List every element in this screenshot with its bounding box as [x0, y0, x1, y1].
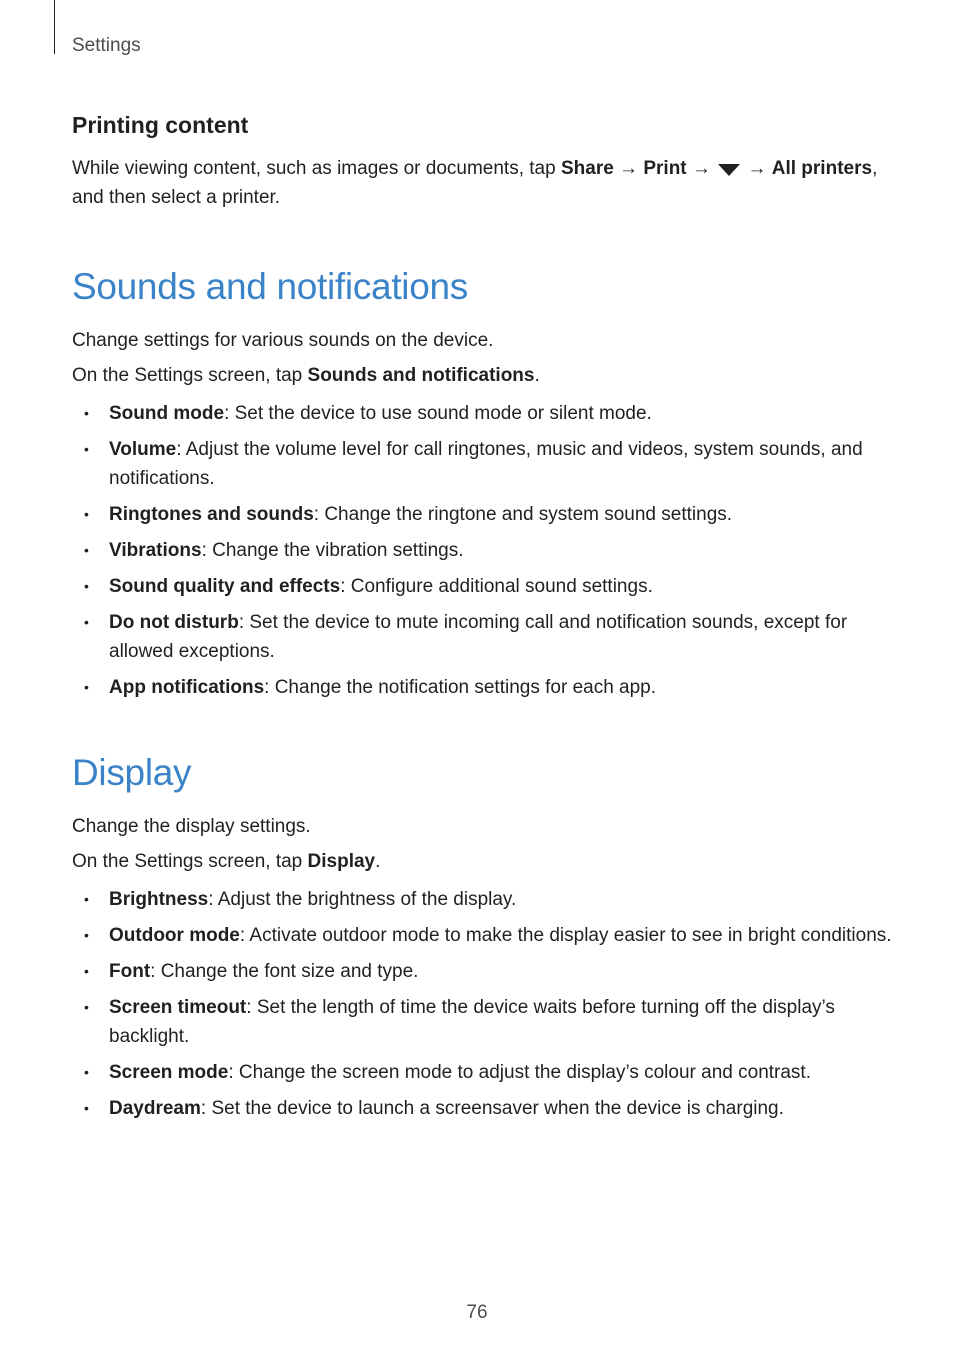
- bullet-glyph: •: [84, 506, 89, 522]
- header-margin-rule: [54, 0, 55, 54]
- option-description: : Adjust the brightness of the display.: [208, 889, 517, 910]
- bullet-glyph: •: [84, 441, 89, 457]
- option-term: Screen timeout: [109, 997, 247, 1018]
- option-term: Daydream: [109, 1098, 201, 1119]
- option-description: : Set the length of time the device waits before turning off the display’s backlight.: [109, 997, 835, 1047]
- printing-content-heading: Printing content: [72, 112, 249, 138]
- list-item-text: [109, 612, 847, 662]
- list-item: [72, 608, 892, 666]
- share-term: Share: [560, 158, 614, 179]
- sounds-section-heading: Sounds and notifications: [72, 266, 468, 307]
- display-path-target: Display: [307, 851, 376, 872]
- bullet-glyph: •: [84, 614, 89, 630]
- option-description: : Set the device to mute incoming call and notification sounds, except for allowed exceptions.: [109, 612, 848, 662]
- page-number: 76: [466, 1302, 488, 1323]
- printing-text-tail: , and then select a printer.: [72, 158, 878, 208]
- option-term: Sound mode: [109, 403, 225, 424]
- option-term: App notifications: [109, 677, 265, 698]
- display-path-suffix: .: [375, 851, 381, 872]
- list-item: [72, 1058, 892, 1087]
- option-term: Brightness: [109, 889, 209, 910]
- bullet-glyph: •: [84, 578, 89, 594]
- option-description: : Set the device to use sound mode or silent mode.: [224, 403, 652, 424]
- display-intro: Change the display settings.: [72, 816, 311, 837]
- option-description: : Activate outdoor mode to make the display easier to see in bright conditions.: [239, 925, 892, 946]
- bullet-glyph: •: [84, 999, 89, 1015]
- option-description: : Change the font size and type.: [150, 961, 419, 982]
- option-description: : Configure additional sound settings.: [340, 576, 653, 597]
- arrow-2: →: [686, 158, 717, 179]
- option-description: : Change the notification settings for each app.: [264, 677, 657, 698]
- arrow-3: →: [742, 158, 772, 179]
- bullet-glyph: •: [84, 542, 89, 558]
- option-term: Font: [109, 961, 151, 982]
- list-item-text: [109, 925, 892, 946]
- sounds-path: [72, 361, 882, 390]
- running-header: Settings: [72, 35, 141, 56]
- bullet-glyph: •: [84, 891, 89, 907]
- list-item: [72, 399, 892, 428]
- option-term: Do not disturb: [109, 612, 239, 633]
- sounds-path-target: Sounds and notifications: [307, 365, 535, 386]
- list-item-text: [109, 997, 835, 1047]
- printing-text-lead: While viewing content, such as images or documents, tap: [72, 158, 561, 179]
- option-term: Volume: [109, 439, 177, 460]
- display-path-prefix: On the Settings screen, tap: [72, 851, 308, 872]
- list-item-text: [109, 403, 652, 424]
- bullet-glyph: •: [84, 679, 89, 695]
- list-item: [72, 500, 892, 529]
- list-item: [72, 673, 892, 702]
- option-term: Screen mode: [109, 1062, 229, 1083]
- list-item: [72, 993, 892, 1051]
- list-item-text: [109, 576, 653, 597]
- list-item: [72, 921, 892, 950]
- option-description: : Change the vibration settings.: [201, 540, 464, 561]
- dropdown-triangle-icon: [716, 159, 742, 179]
- list-item-text: [109, 540, 464, 561]
- display-options-list: [72, 885, 892, 1130]
- list-item-text: [109, 961, 418, 982]
- option-description: : Set the device to launch a screensaver when the device is charging.: [200, 1098, 784, 1119]
- list-item-text: [109, 1062, 811, 1083]
- bullet-glyph: •: [84, 963, 89, 979]
- list-item: [72, 536, 892, 565]
- bullet-glyph: •: [84, 927, 89, 943]
- arrow-1: →: [613, 158, 644, 179]
- option-description: : Change the screen mode to adjust the display’s colour and contrast.: [228, 1062, 811, 1083]
- list-item-text: [109, 889, 516, 910]
- sounds-path-prefix: On the Settings screen, tap: [72, 365, 308, 386]
- bullet-glyph: •: [84, 1100, 89, 1116]
- list-item-text: [109, 677, 656, 698]
- display-section-heading: Display: [72, 752, 192, 793]
- all-printers-term: All printers: [771, 158, 873, 179]
- list-item: [72, 957, 892, 986]
- sounds-options-list: [72, 399, 892, 709]
- list-item: [72, 435, 892, 493]
- option-term: Ringtones and sounds: [109, 504, 314, 525]
- printing-content-paragraph: [72, 154, 882, 212]
- sounds-intro: Change settings for various sounds on the device.: [72, 330, 494, 351]
- list-item-text: [109, 504, 732, 525]
- sounds-path-suffix: .: [534, 365, 540, 386]
- option-term: Vibrations: [109, 540, 202, 561]
- list-item-text: [109, 1098, 784, 1119]
- list-item: [72, 1094, 892, 1123]
- option-description: : Adjust the volume level for call ringtones, music and videos, system sounds, and notifications.: [109, 439, 863, 489]
- print-term: Print: [643, 158, 687, 179]
- option-term: Sound quality and effects: [109, 576, 341, 597]
- option-description: : Change the ringtone and system sound settings.: [313, 504, 733, 525]
- bullet-glyph: •: [84, 405, 89, 421]
- list-item-text: [109, 439, 863, 489]
- list-item: [72, 572, 892, 601]
- display-path: [72, 847, 882, 876]
- list-item: [72, 885, 892, 914]
- bullet-glyph: •: [84, 1064, 89, 1080]
- option-term: Outdoor mode: [109, 925, 240, 946]
